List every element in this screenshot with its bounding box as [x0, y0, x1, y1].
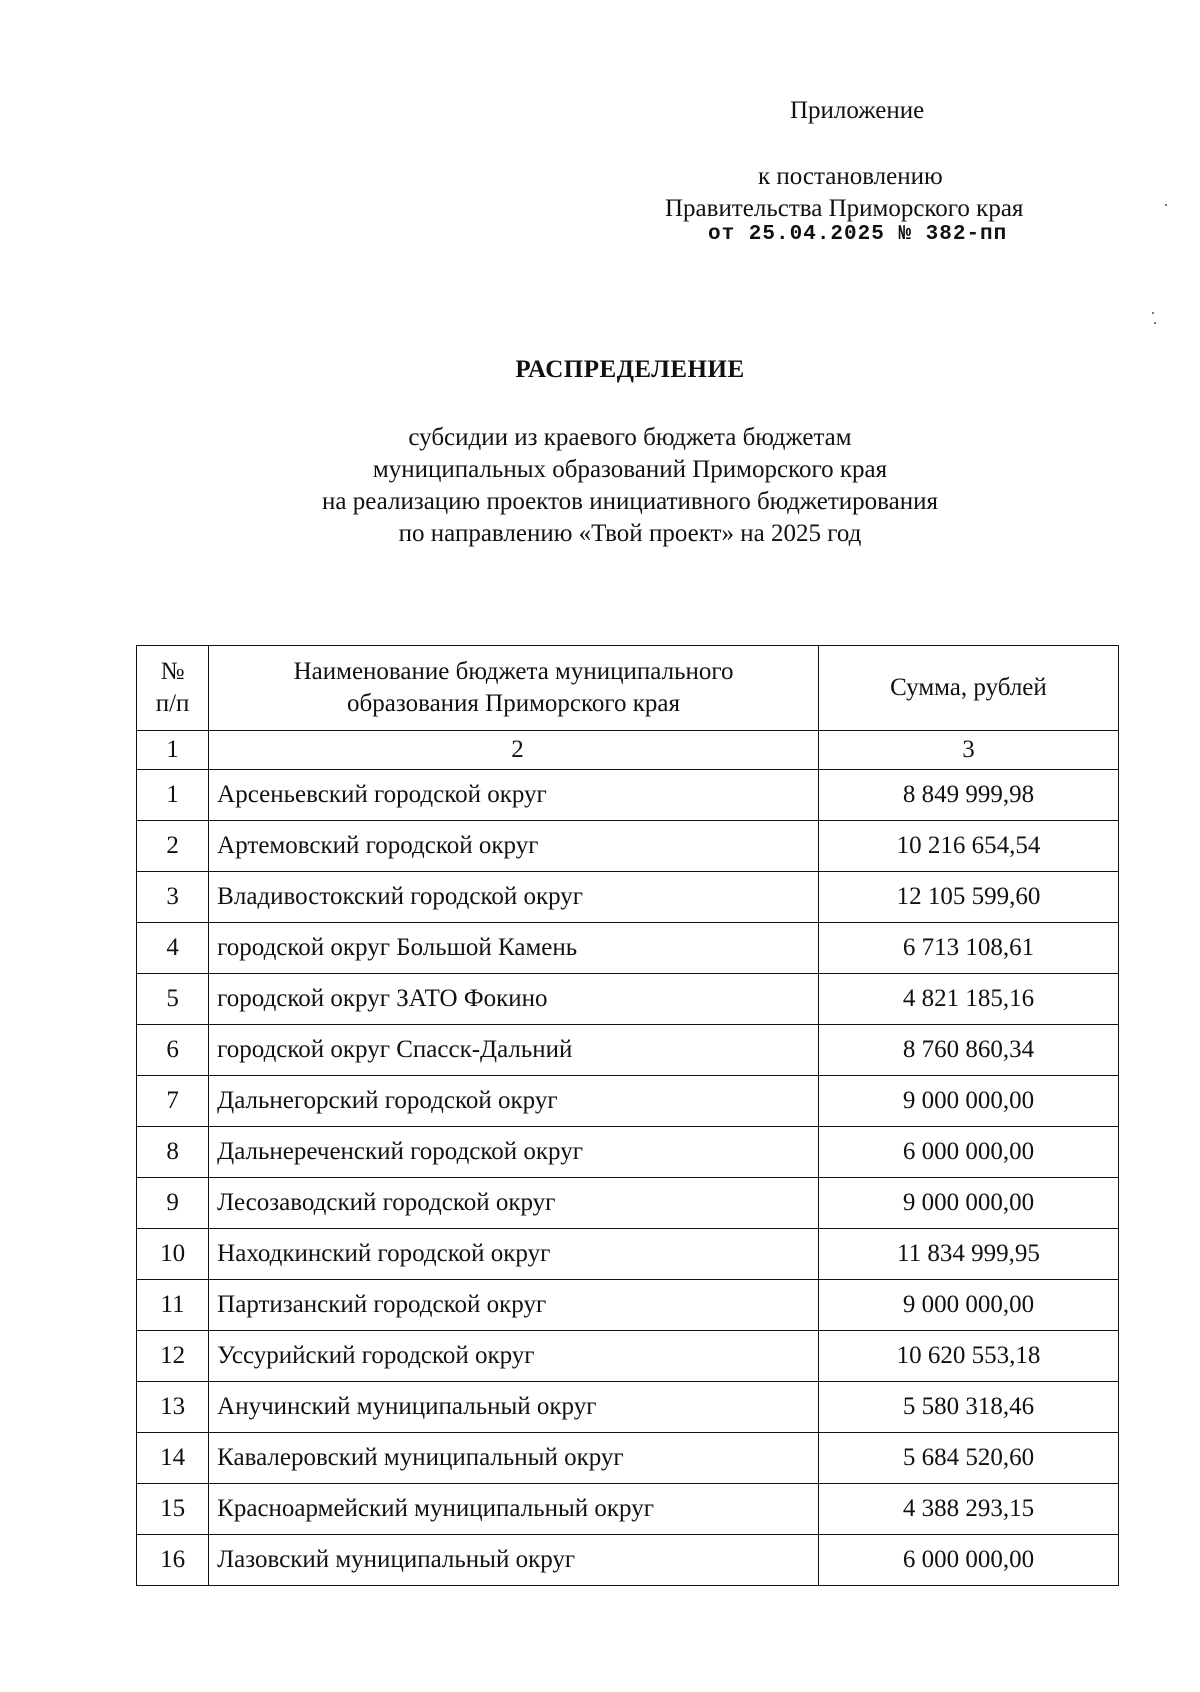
municipality-name-cell: Лазовский муниципальный округ [209, 1535, 819, 1586]
municipality-name-cell: Арсеньевский городской округ [209, 770, 819, 821]
municipality-name-cell: Дальнереченский городской округ [209, 1127, 819, 1178]
row-number-cell: 5 [137, 974, 209, 1025]
municipality-name-cell: Кавалеровский муниципальный округ [209, 1433, 819, 1484]
column-index-cell: 3 [818, 731, 1118, 770]
amount-cell: 5 580 318,46 [818, 1382, 1118, 1433]
row-number-cell: 15 [137, 1484, 209, 1535]
row-number-cell: 8 [137, 1127, 209, 1178]
amount-cell: 11 834 999,95 [818, 1229, 1118, 1280]
amount-cell: 10 216 654,54 [818, 821, 1118, 872]
amount-cell: 9 000 000,00 [818, 1178, 1118, 1229]
subtitle-line: по направлению «Твой проект» на 2025 год [398, 520, 862, 547]
row-number-cell: 4 [137, 923, 209, 974]
header-number [137, 646, 209, 731]
amount-cell: 12 105 599,60 [818, 872, 1118, 923]
header-budget-name [209, 646, 819, 731]
table-row [137, 1535, 1119, 1586]
table-row [137, 1076, 1119, 1127]
amount-cell: 5 684 520,60 [818, 1433, 1118, 1484]
row-number-cell: 9 [137, 1178, 209, 1229]
header-name-line: образования Приморского края [347, 690, 681, 717]
scan-speck [1165, 204, 1167, 206]
table-row [137, 1178, 1119, 1229]
scan-speck [1152, 312, 1154, 314]
municipality-name-cell: Находкинский городской округ [209, 1229, 819, 1280]
municipality-name-cell: Лесозаводский городской округ [209, 1178, 819, 1229]
scan-speck [1154, 322, 1156, 324]
amount-cell: 9 000 000,00 [818, 1280, 1118, 1331]
table-row [137, 1433, 1119, 1484]
row-number-cell: 3 [137, 872, 209, 923]
table-row [137, 821, 1119, 872]
amount-cell: 10 620 553,18 [818, 1331, 1118, 1382]
row-number-cell: 1 [137, 770, 209, 821]
row-number-cell: 12 [137, 1331, 209, 1382]
table-header-row [137, 646, 1119, 731]
municipality-name-cell: Партизанский городской округ [209, 1280, 819, 1331]
document-title: РАСПРЕДЕЛЕНИЕ [515, 356, 745, 383]
column-index-cell: 1 [137, 731, 209, 770]
resolution-date-number-stamp: от 25.04.2025 № 382-пп [708, 223, 1008, 246]
subtitle-line: муниципальных образований Приморского края [372, 456, 888, 483]
municipality-name-cell: Владивостокский городской округ [209, 872, 819, 923]
distribution-table [136, 645, 1119, 1586]
municipality-name-cell: Уссурийский городской округ [209, 1331, 819, 1382]
row-number-cell: 13 [137, 1382, 209, 1433]
amount-cell: 4 388 293,15 [818, 1484, 1118, 1535]
amount-cell: 8 849 999,98 [818, 770, 1118, 821]
table-row [137, 974, 1119, 1025]
table-row [137, 1280, 1119, 1331]
header-number-line: № [160, 658, 185, 685]
municipality-name-cell: Анучинский муниципальный округ [209, 1382, 819, 1433]
municipality-name-cell: городской округ Большой Камень [209, 923, 819, 974]
subtitle-line: субсидии из краевого бюджета бюджетам [408, 424, 852, 451]
resolution-reference: к постановлению [758, 163, 943, 190]
municipality-name-cell: Красноармейский муниципальный округ [209, 1484, 819, 1535]
government-name: Правительства Приморского края [665, 195, 1024, 222]
municipality-name-cell: городской округ Спасск-Дальний [209, 1025, 819, 1076]
table-row [137, 1331, 1119, 1382]
row-number-cell: 14 [137, 1433, 209, 1484]
municipality-name-cell: городской округ ЗАТО Фокино [209, 974, 819, 1025]
row-number-cell: 11 [137, 1280, 209, 1331]
table-row [137, 1484, 1119, 1535]
table-row [137, 1127, 1119, 1178]
table-row [137, 770, 1119, 821]
header-number-line: п/п [155, 690, 190, 717]
amount-cell: 4 821 185,16 [818, 974, 1118, 1025]
row-number-cell: 6 [137, 1025, 209, 1076]
column-index-cell: 2 [209, 731, 819, 770]
amount-cell: 6 713 108,61 [818, 923, 1118, 974]
amount-cell: 9 000 000,00 [818, 1076, 1118, 1127]
table-row [137, 872, 1119, 923]
amount-cell: 6 000 000,00 [818, 1535, 1118, 1586]
document-subtitle [0, 422, 1200, 550]
column-index-row [137, 731, 1119, 770]
header-sum: Сумма, рублей [818, 646, 1118, 731]
table-row [137, 923, 1119, 974]
table-row [137, 1229, 1119, 1280]
row-number-cell: 7 [137, 1076, 209, 1127]
row-number-cell: 10 [137, 1229, 209, 1280]
table-row [137, 1025, 1119, 1076]
municipality-name-cell: Дальнегорский городской округ [209, 1076, 819, 1127]
row-number-cell: 2 [137, 821, 209, 872]
table-row [137, 1382, 1119, 1433]
amount-cell: 8 760 860,34 [818, 1025, 1118, 1076]
subtitle-line: на реализацию проектов инициативного бюджетирования [322, 488, 938, 515]
amount-cell: 6 000 000,00 [818, 1127, 1118, 1178]
municipality-name-cell: Артемовский городской округ [209, 821, 819, 872]
appendix-label: Приложение [790, 97, 925, 124]
row-number-cell: 16 [137, 1535, 209, 1586]
header-name-line: Наименование бюджета муниципального [293, 658, 734, 685]
